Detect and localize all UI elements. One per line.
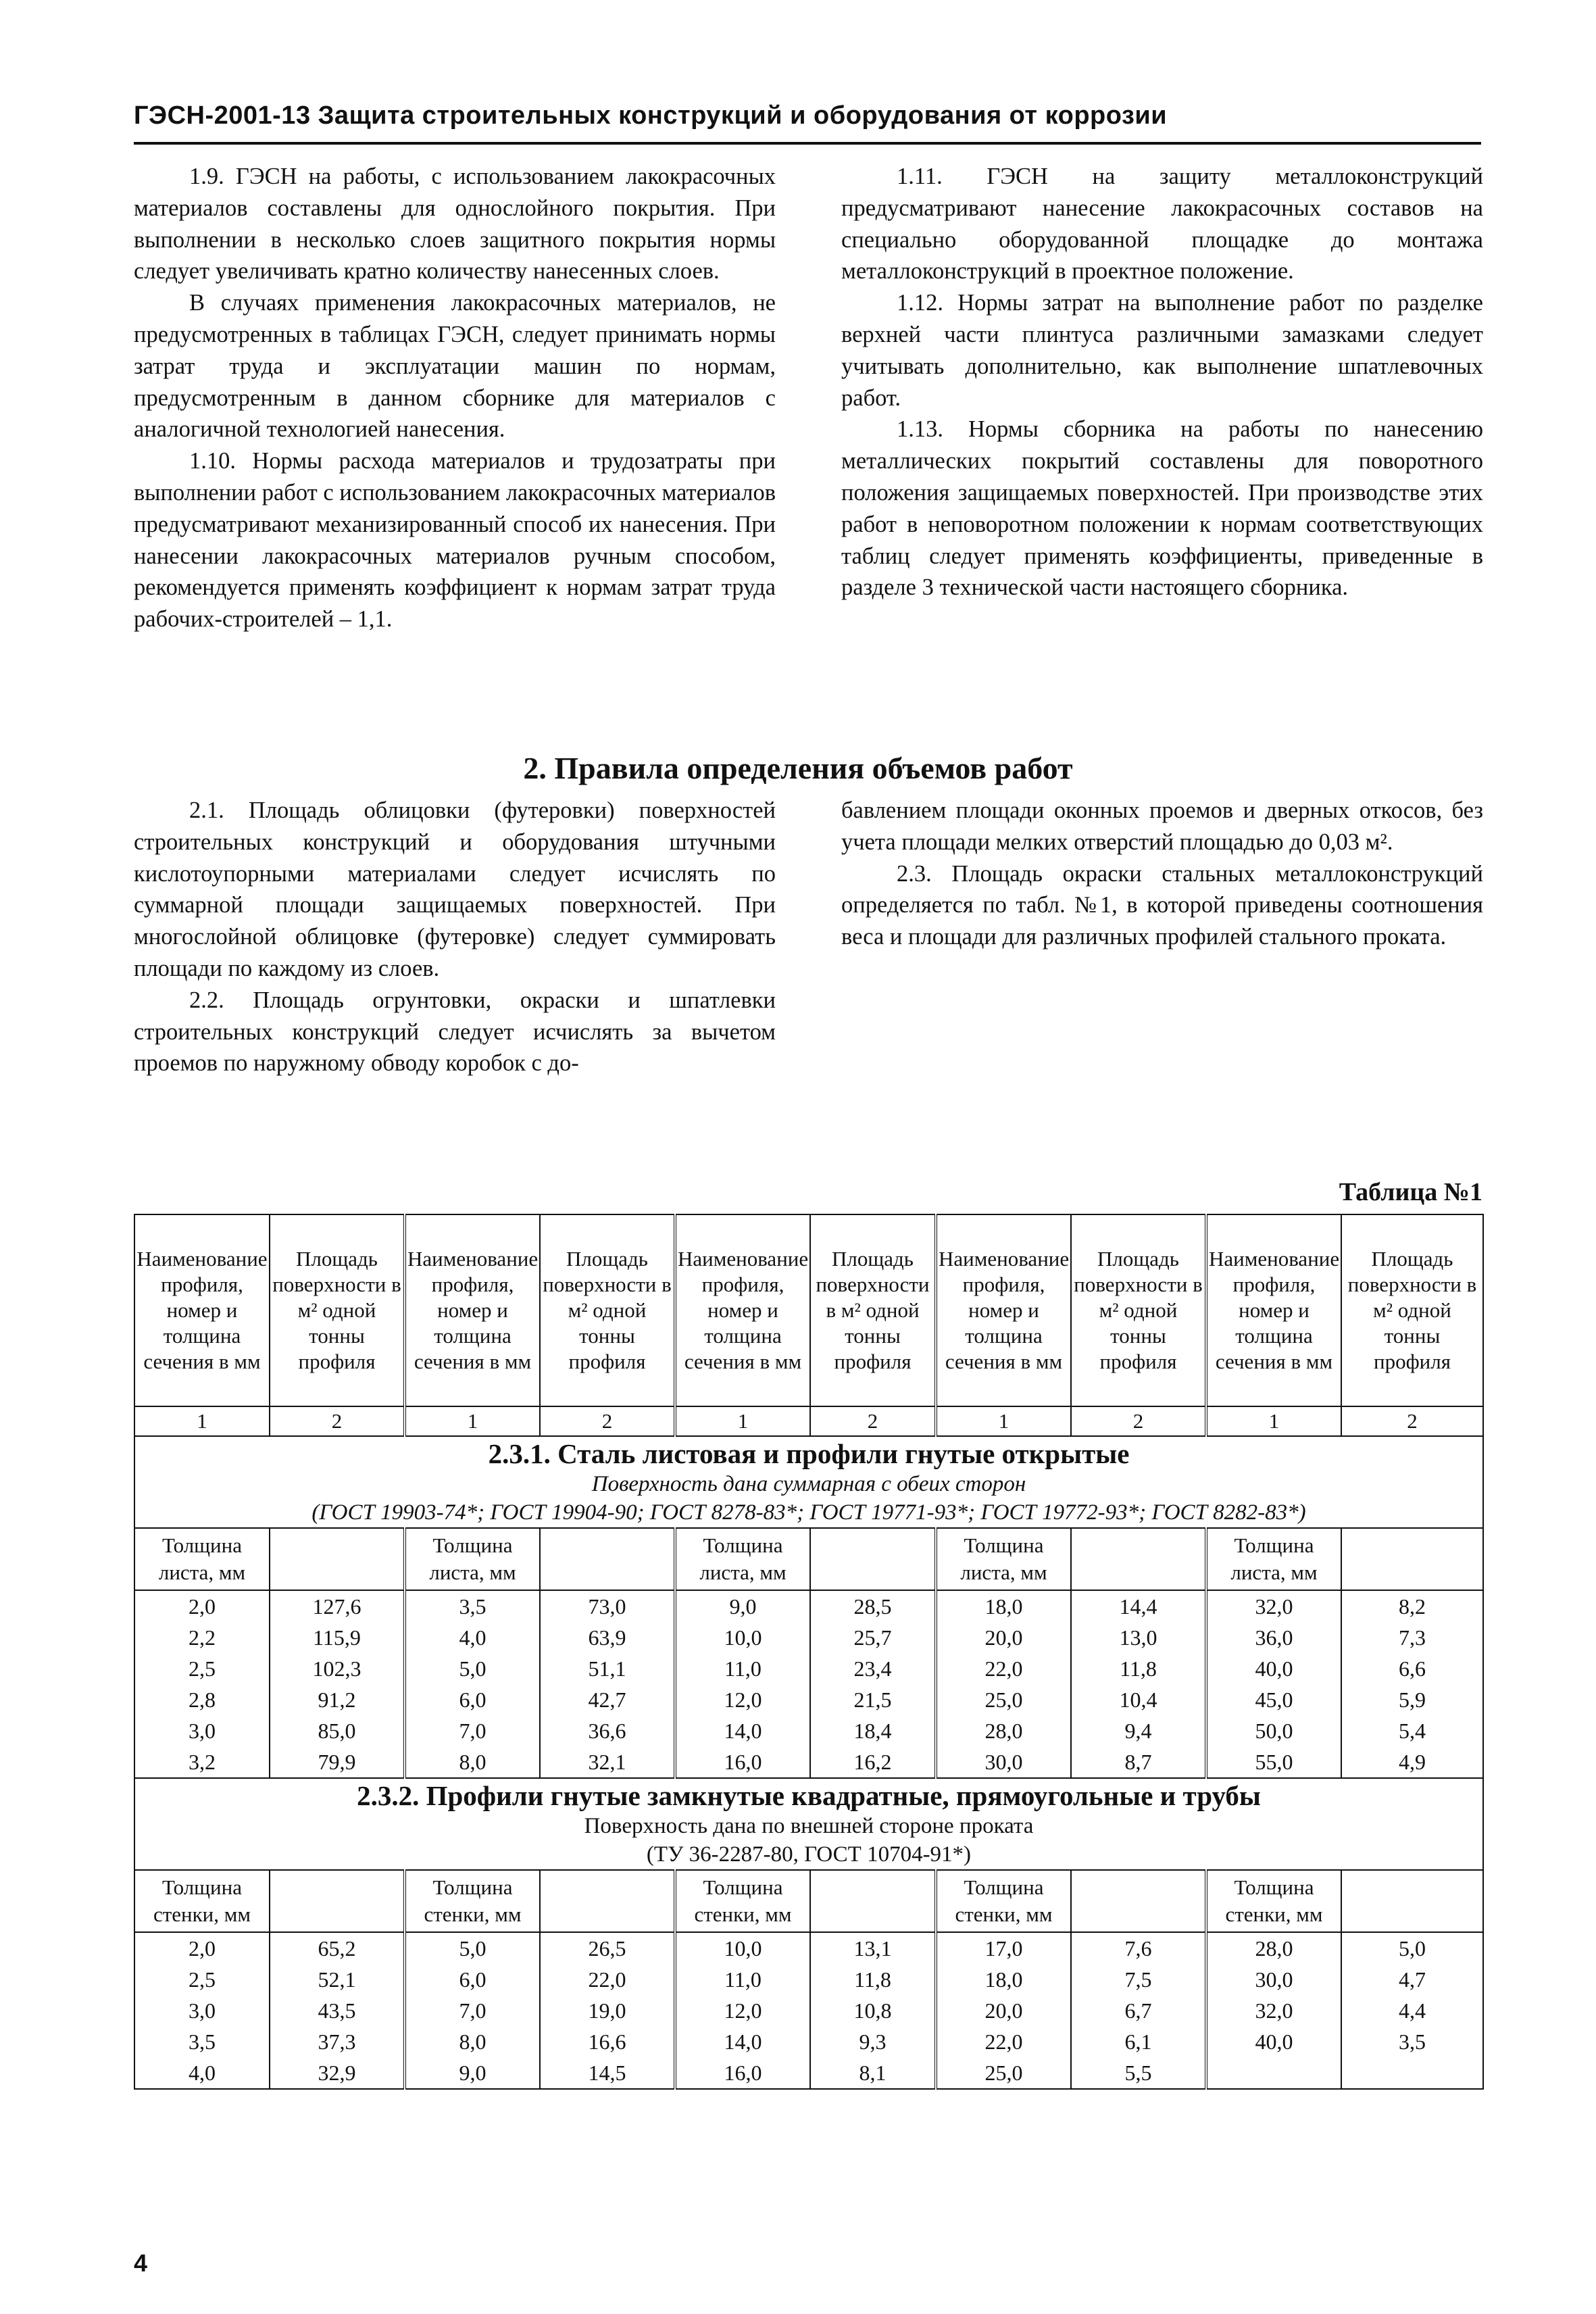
table-cell: 52,1: [270, 1964, 405, 1995]
table-cell: 2: [1071, 1406, 1206, 1436]
table-cell: 6,7: [1071, 1995, 1206, 2026]
table-cell: 42,7: [540, 1684, 675, 1715]
table-cell: Толщина листа, мм: [134, 1528, 270, 1590]
table-cell: 12,0: [675, 1684, 810, 1715]
table-cell: Толщина стенки, мм: [405, 1870, 540, 1932]
table-cell: 7,0: [405, 1715, 540, 1746]
table-cell: [1071, 1870, 1206, 1932]
paragraph-2-1: 2.1. Площадь облицовки (футеровки) поверхностей строительных конструкций и оборудования штучными кислотоупорными материалами следует исчислять по суммарной площади защищаемых поверхностей. При многослойной облицовке (футеровке) следует суммировать площади по каждому из слоев.: [134, 797, 776, 981]
table-cell: [1341, 1528, 1483, 1590]
table-cell: 5,0: [405, 1932, 540, 1964]
table-row: [134, 2057, 1483, 2089]
table-label: Таблица №1: [1339, 1178, 1482, 1206]
table-cell: 21,5: [810, 1684, 936, 1715]
table-cell: 2: [270, 1406, 405, 1436]
table-cell: 3,5: [1341, 2026, 1483, 2057]
table-cell: Толщина стенки, мм: [134, 1870, 270, 1932]
table-cell: 20,0: [936, 1995, 1071, 2026]
table-cell: 28,5: [810, 1590, 936, 1622]
table-cell: 26,5: [540, 1932, 675, 1964]
table-cell: 2,0: [134, 1932, 270, 1964]
table-cell: 2,5: [134, 1964, 270, 1995]
table-cell: 85,0: [270, 1715, 405, 1746]
table-cell: 10,0: [675, 1932, 810, 1964]
table-cell: 2: [810, 1406, 936, 1436]
table-cell: 4,7: [1341, 1964, 1483, 1995]
table-cell: 3,0: [134, 1995, 270, 2026]
table-cell: 4,4: [1341, 1995, 1483, 2026]
section-heading-row: [134, 1778, 1483, 1870]
table-cell: 3,5: [405, 1590, 540, 1622]
table-cell: 50,0: [1206, 1715, 1341, 1746]
table-cell: 36,6: [540, 1715, 675, 1746]
table-cell: 40,0: [1206, 2026, 1341, 2057]
table-cell: 9,0: [675, 1590, 810, 1622]
table-cell: Площадь поверхности в м² одной тонны профиля: [270, 1214, 405, 1406]
table-cell: 55,0: [1206, 1746, 1341, 1778]
table-cell: 32,9: [270, 2057, 405, 2089]
section-2-left-column: [134, 795, 776, 1079]
table-cell: 5,4: [1341, 1715, 1483, 1746]
table-cell: 8,0: [405, 1746, 540, 1778]
table-cell: 4,0: [405, 1622, 540, 1653]
section-title: 2.3.1. Сталь листовая и профили гнутые открытые: [488, 1438, 1130, 1469]
table-cell: 28,0: [936, 1715, 1071, 1746]
table-cell: 5,0: [405, 1653, 540, 1684]
table-cell: 5,9: [1341, 1684, 1483, 1715]
section-subtitle: Поверхность дана суммарная с обеих сторон: [591, 1472, 1026, 1496]
table-row: [134, 1746, 1483, 1778]
table-cell: 5,0: [1341, 1932, 1483, 1964]
table-cell: 7,6: [1071, 1932, 1206, 1964]
table-row: [134, 1715, 1483, 1746]
table-cell: 2: [1341, 1406, 1483, 1436]
table-cell: 16,0: [675, 1746, 810, 1778]
table-cell: 37,3: [270, 2026, 405, 2057]
table-cell: 30,0: [1206, 1964, 1341, 1995]
table-cell: 30,0: [936, 1746, 1071, 1778]
table-cell: 2,5: [134, 1653, 270, 1684]
table-cell: 7,3: [1341, 1622, 1483, 1653]
paragraph-1-12: 1.12. Нормы затрат на выполнение работ по разделке верхней части плинтуса различными замазками следует учитывать дополнительно, как выполнение шпатлевочных работ.: [841, 290, 1483, 411]
parameter-header-row: [134, 1528, 1483, 1590]
table-cell: 2,0: [134, 1590, 270, 1622]
table-cell: 8,1: [810, 2057, 936, 2089]
table-cell: Наименование профиля, номер и толщина сечения в мм: [1206, 1214, 1341, 1406]
table-cell: [540, 1528, 675, 1590]
table-cell: 51,1: [540, 1653, 675, 1684]
table-cell: 16,6: [540, 2026, 675, 2057]
section-2-right-column: [841, 795, 1483, 953]
table-cell: Толщина стенки, мм: [1206, 1870, 1341, 1932]
table-cell: 8,2: [1341, 1590, 1483, 1622]
table-cell: [270, 1870, 405, 1932]
table-cell: Наименование профиля, номер и толщина сечения в мм: [675, 1214, 810, 1406]
table-cell: 16,0: [675, 2057, 810, 2089]
table-cell: 6,0: [405, 1684, 540, 1715]
table-cell: 16,2: [810, 1746, 936, 1778]
table-cell: Толщина стенки, мм: [675, 1870, 810, 1932]
table-cell: 4,0: [134, 2057, 270, 2089]
table-cell: 3,5: [134, 2026, 270, 2057]
table-cell: 7,5: [1071, 1964, 1206, 1995]
table-cell: 1: [936, 1406, 1071, 1436]
paragraph-materials: В случаях применения лакокрасочных материалов, не предусмотренных в таблицах ГЭСН, следует принимать нормы затрат труда и эксплуатации машин по нормам, предусмотренным в данном сборнике для материалов с аналогичной технологией нанесения.: [134, 290, 776, 443]
table-cell: 127,6: [270, 1590, 405, 1622]
left-column: [134, 161, 776, 635]
table-cell: 9,4: [1071, 1715, 1206, 1746]
table-cell: 32,1: [540, 1746, 675, 1778]
table-cell: Площадь поверхности в м² одной тонны профиля: [540, 1214, 675, 1406]
parameter-header-row: [134, 1870, 1483, 1932]
page-number: 4: [134, 2249, 148, 2277]
table-cell: 36,0: [1206, 1622, 1341, 1653]
table-row: [134, 1964, 1483, 1995]
table-cell: 8,7: [1071, 1746, 1206, 1778]
section-2-title: 2. Правила определения объемов работ: [523, 751, 1073, 785]
table-cell: 10,8: [810, 1995, 936, 2026]
table-cell: 1: [1206, 1406, 1341, 1436]
running-header: ГЭСН-2001-13 Защита строительных конструкций и оборудования от коррозии: [134, 101, 1168, 130]
table-cell: 79,9: [270, 1746, 405, 1778]
paragraph-1-10: 1.10. Нормы расхода материалов и трудозатраты при выполнении работ с использованием лакокрасочных материалов предусматривают механизированный способ их нанесения. При нанесении лакокрасочных материалов ручным способом, рекомендуется применять коэффициент к нормам затрат труда рабочих-строителей – 1,1.: [134, 448, 776, 633]
table-cell: 22,0: [936, 2026, 1071, 2057]
table-cell: 1: [675, 1406, 810, 1436]
table-cell: 11,8: [810, 1964, 936, 1995]
table-cell: 9,3: [810, 2026, 936, 2057]
table-cell: Площадь поверхности в м² одной тонны профиля: [810, 1214, 936, 1406]
table-cell: 14,0: [675, 1715, 810, 1746]
table-cell: 45,0: [1206, 1684, 1341, 1715]
table-cell: 14,5: [540, 2057, 675, 2089]
table-cell: Толщина стенки, мм: [936, 1870, 1071, 1932]
table-cell: 2: [540, 1406, 675, 1436]
table-cell: 9,0: [405, 2057, 540, 2089]
table-cell: 18,0: [936, 1590, 1071, 1622]
table-cell: [134, 1778, 1483, 1870]
table-cell: [1341, 1870, 1483, 1932]
table-cell: 91,2: [270, 1684, 405, 1715]
paragraph-2-3: 2.3. Площадь окраски стальных металлоконструкций определяется по табл. №1, в которой приведены соотношения веса и площади для различных профилей стального проката.: [841, 860, 1483, 950]
paragraph-1-9: 1.9. ГЭСН на работы, с использованием лакокрасочных материалов составлены для однослойного покрытия. При выполнении в несколько слоев защитного покрытия нормы следует увеличивать кратно количеству нанесенных слоев.: [134, 164, 776, 285]
paragraph-1-13: 1.13. Нормы сборника на работы по нанесению металлических покрытий составлены для поворотного положения защищаемых поверхностей. При производстве этих работ в неповоротном положении к нормам соответствующих таблиц следует применять коэффициенты, приведенные в разделе 3 технической части настоящего сборника.: [841, 416, 1483, 601]
table-cell: 13,0: [1071, 1622, 1206, 1653]
table-cell: 3,2: [134, 1746, 270, 1778]
table-cell: 28,0: [1206, 1932, 1341, 1964]
table-cell: [1341, 2057, 1483, 2089]
table-row: [134, 1590, 1483, 1622]
table-cell: 23,4: [810, 1653, 936, 1684]
section-standards: (ТУ 36-2287-80, ГОСТ 10704-91*): [646, 1842, 972, 1867]
table-cell: [1071, 1528, 1206, 1590]
table-cell: 25,0: [936, 2057, 1071, 2089]
table-cell: Площадь поверхности в м² одной тонны профиля: [1341, 1214, 1483, 1406]
table-cell: [540, 1870, 675, 1932]
table-row: [134, 1622, 1483, 1653]
table-cell: 1: [405, 1406, 540, 1436]
table-row: [134, 1684, 1483, 1715]
table-cell: 11,8: [1071, 1653, 1206, 1684]
table-cell: 4,9: [1341, 1746, 1483, 1778]
table-cell: Наименование профиля, номер и толщина сечения в мм: [936, 1214, 1071, 1406]
table-1: [134, 1214, 1484, 2090]
table-cell: 1: [134, 1406, 270, 1436]
table-cell: 10,4: [1071, 1684, 1206, 1715]
table-cell: 6,1: [1071, 2026, 1206, 2057]
table-cell: 12,0: [675, 1995, 810, 2026]
table-cell: Толщина листа, мм: [675, 1528, 810, 1590]
table-cell: Площадь поверхности в м² одной тонны профиля: [1071, 1214, 1206, 1406]
table-cell: 8,0: [405, 2026, 540, 2057]
table-cell: 6,0: [405, 1964, 540, 1995]
table-header-row: [134, 1214, 1483, 1406]
paragraph-1-11: 1.11. ГЭСН на защиту металлоконструкций предусматривают нанесение лакокрасочных составов на специально оборудованной площадке до монтажа металлоконструкций в проектное положение.: [841, 164, 1483, 285]
table-cell: 25,7: [810, 1622, 936, 1653]
table-cell: Толщина листа, мм: [936, 1528, 1071, 1590]
table-cell: 73,0: [540, 1590, 675, 1622]
table-cell: 18,4: [810, 1715, 936, 1746]
table-cell: 14,4: [1071, 1590, 1206, 1622]
table-cell: 20,0: [936, 1622, 1071, 1653]
table-cell: 14,0: [675, 2026, 810, 2057]
table-cell: [810, 1870, 936, 1932]
table-cell: 3,0: [134, 1715, 270, 1746]
table-cell: 10,0: [675, 1622, 810, 1653]
table-cell: 11,0: [675, 1653, 810, 1684]
table-cell: 43,5: [270, 1995, 405, 2026]
table-cell: 22,0: [936, 1653, 1071, 1684]
table-row: [134, 2026, 1483, 2057]
paragraph-2-2-continued: бавлением площади оконных проемов и дверных откосов, без учета площади мелких отверстий площадью до 0,03 м².: [841, 797, 1483, 855]
table-cell: 13,1: [810, 1932, 936, 1964]
table-cell: 40,0: [1206, 1653, 1341, 1684]
table-cell: Наименование профиля, номер и толщина сечения в мм: [405, 1214, 540, 1406]
header-rule: [134, 142, 1481, 145]
table-cell: 32,0: [1206, 1995, 1341, 2026]
table-cell: 5,5: [1071, 2057, 1206, 2089]
section-standards: (ГОСТ 19903-74*; ГОСТ 19904-90; ГОСТ 8278-83*; ГОСТ 19771-93*; ГОСТ 19772-93*; ГОСТ 8282-83*): [311, 1500, 1306, 1525]
table-cell: [134, 1436, 1483, 1528]
table-cell: 32,0: [1206, 1590, 1341, 1622]
table-row: [134, 1653, 1483, 1684]
column-number-row: [134, 1406, 1483, 1436]
section-heading-row: [134, 1436, 1483, 1528]
table-row: [134, 1995, 1483, 2026]
table-cell: 22,0: [540, 1964, 675, 1995]
paragraph-2-2: 2.2. Площадь огрунтовки, окраски и шпатлевки строительных конструкций следует исчислять за вычетом проемов по наружному обводу коробок с до-: [134, 987, 776, 1077]
table-cell: Толщина листа, мм: [1206, 1528, 1341, 1590]
right-column: [841, 161, 1483, 604]
table-cell: Толщина листа, мм: [405, 1528, 540, 1590]
table-cell: 2,8: [134, 1684, 270, 1715]
table-cell: 115,9: [270, 1622, 405, 1653]
table-cell: 7,0: [405, 1995, 540, 2026]
table-cell: [270, 1528, 405, 1590]
table-cell: Наименование профиля, номер и толщина сечения в мм: [134, 1214, 270, 1406]
table-cell: 19,0: [540, 1995, 675, 2026]
table-cell: [810, 1528, 936, 1590]
table-cell: 63,9: [540, 1622, 675, 1653]
table-cell: 17,0: [936, 1932, 1071, 1964]
table-cell: 18,0: [936, 1964, 1071, 1995]
table-cell: 11,0: [675, 1964, 810, 1995]
table-cell: 25,0: [936, 1684, 1071, 1715]
section-subtitle: Поверхность дана по внешней стороне проката: [584, 1814, 1034, 1838]
table-cell: [1206, 2057, 1341, 2089]
table-cell: 6,6: [1341, 1653, 1483, 1684]
table-cell: 65,2: [270, 1932, 405, 1964]
table-cell: 2,2: [134, 1622, 270, 1653]
section-title: 2.3.2. Профили гнутые замкнутые квадратные, прямоугольные и трубы: [357, 1780, 1261, 1811]
table-cell: 102,3: [270, 1653, 405, 1684]
table-row: [134, 1932, 1483, 1964]
